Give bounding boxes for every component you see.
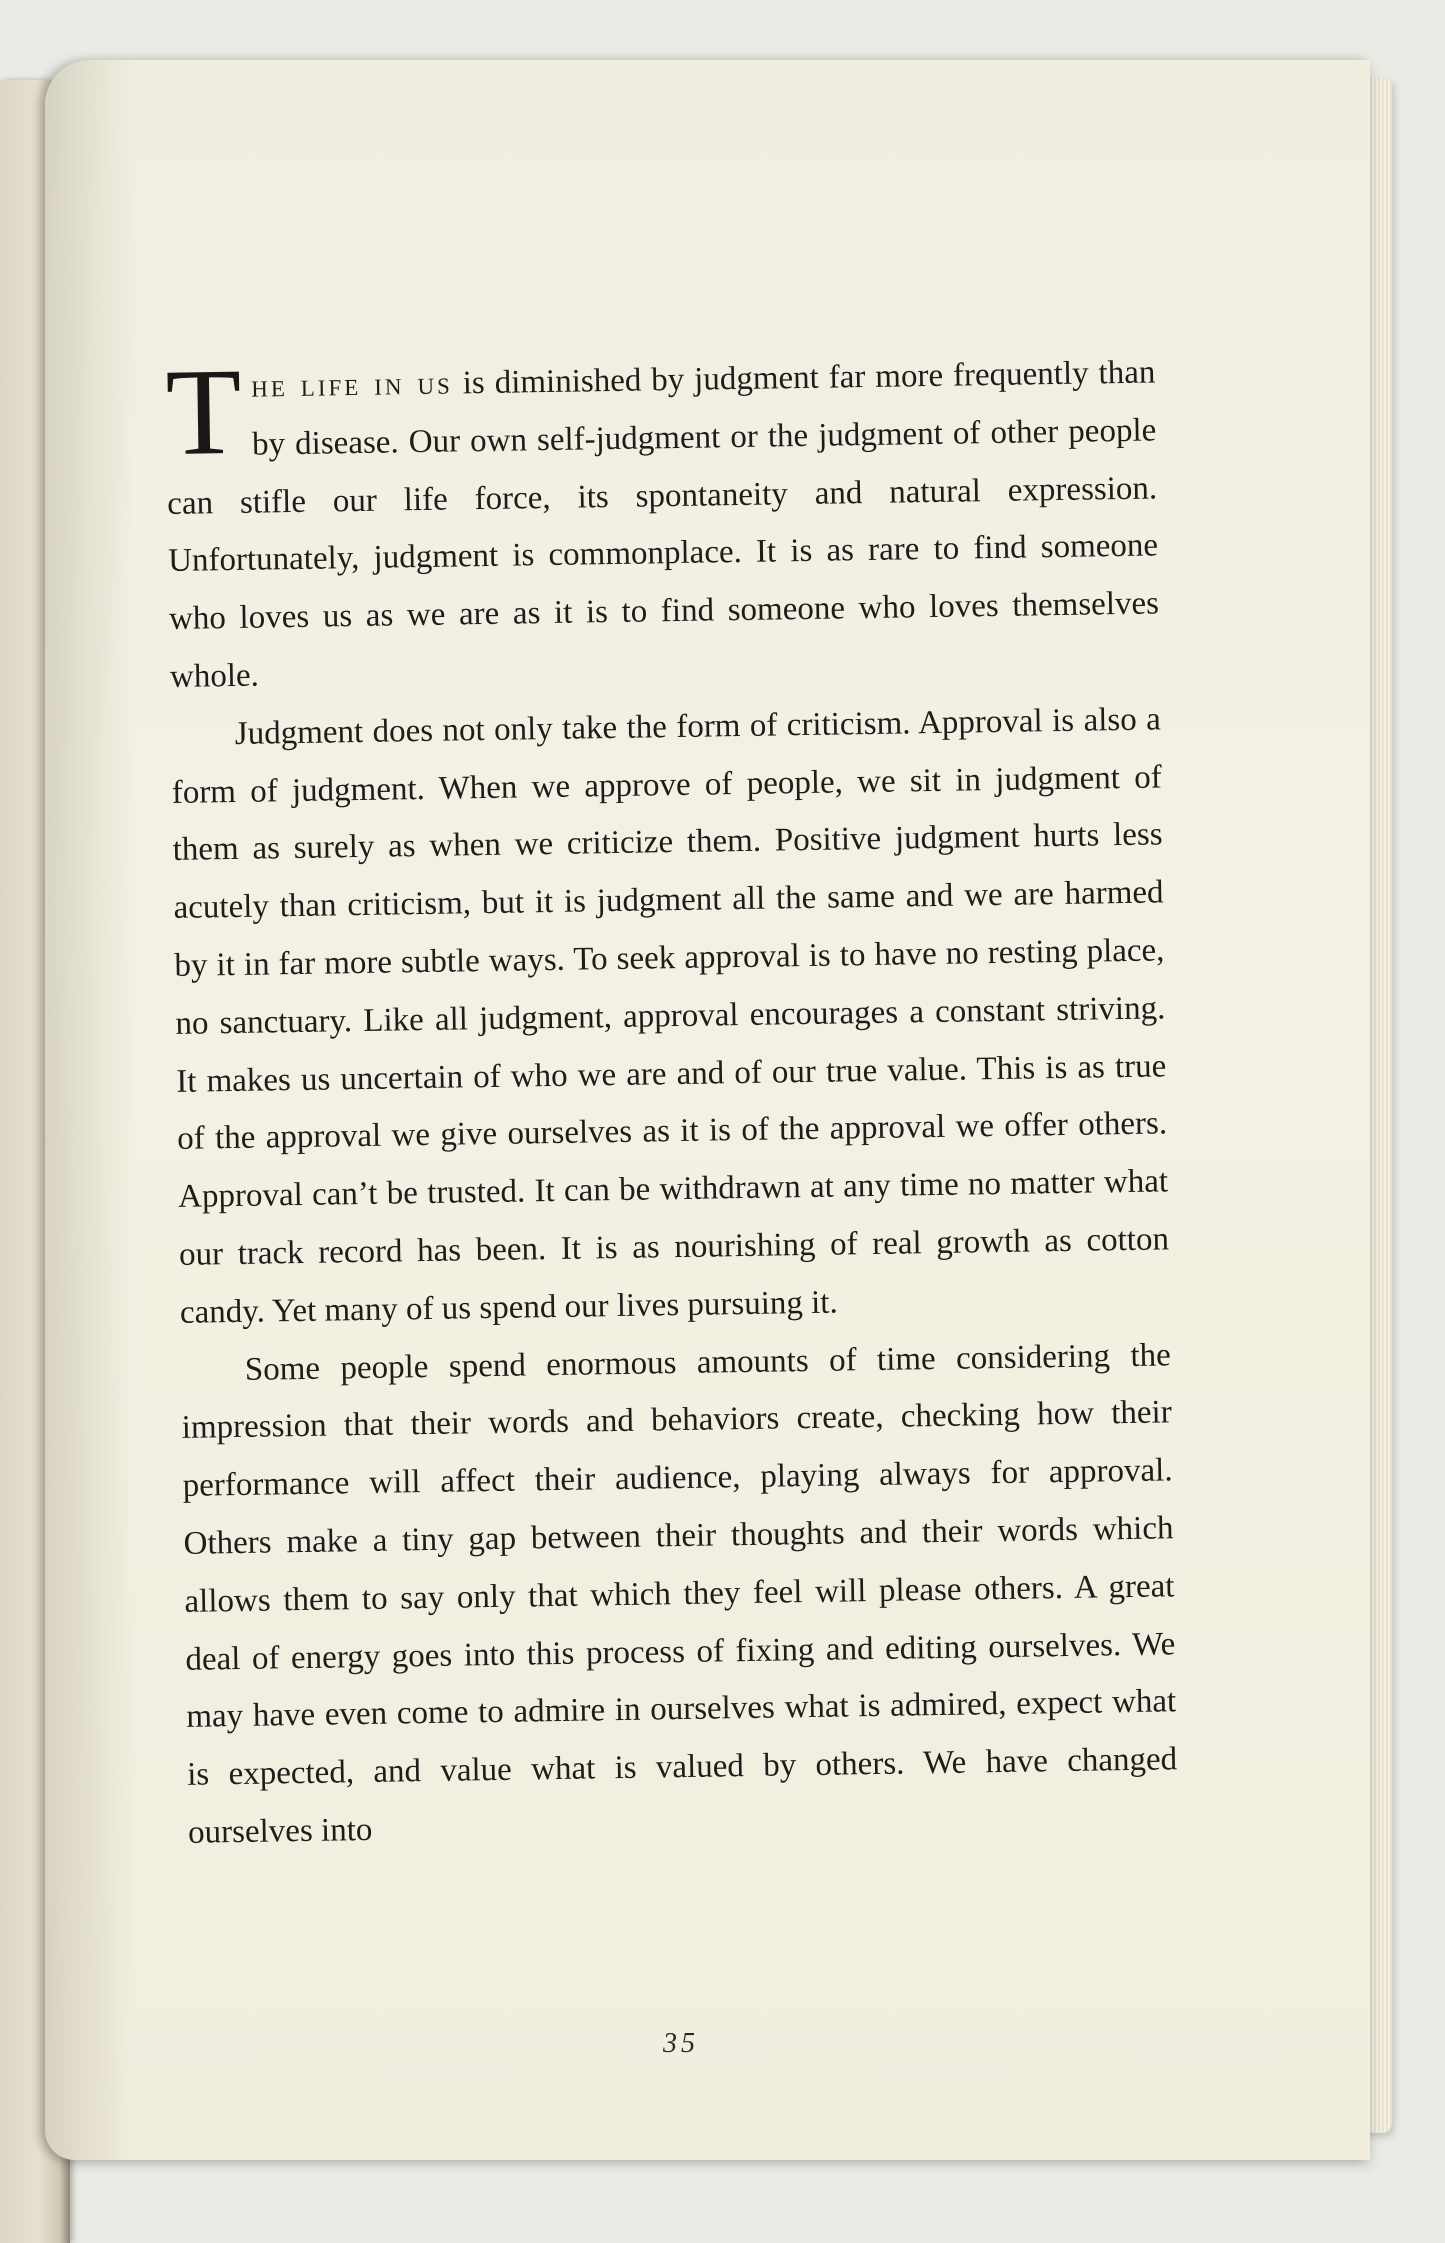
opening-small-caps: he life in us	[250, 365, 454, 405]
paragraph-1-text: is diminished by judgment far more frequently than by disease. Our own self-judgment or the judgment of other people can stifle our life force, its spontaneity and natural expression. Unfortunately, judgment is commonplace. It is as rare to find someone who loves us as we are as it is to find someone who loves themselves whole.	[166, 354, 1160, 695]
book-page	[45, 60, 1370, 2160]
paragraph-1	[165, 344, 1160, 706]
body-text	[165, 344, 1178, 1862]
paragraph-3: Some people spend enormous amounts of time considering the impression that their words and behaviors create, checking how their performance will affect their audience, playing always for approval. Others make a tiny gap between their thoughts and their words which allows them to say only that which they feel will please others. A great deal of energy goes into this process of fixing and editing ourselves. We may have even come to admire in ourselves what is admired, expect what is expected, and value what is valued by others. We have changed ourselves into	[181, 1336, 1178, 1851]
page-number: 35	[663, 2028, 699, 2059]
paragraph-2: Judgment does not only take the form of criticism. Approval is also a form of judgment. When we approve of people, we sit in judgment of them as surely as when we criticize them. Positive judgment hurts less acutely than criticism, but it is judgment all the same and we are harmed by it in far more subtle ways. To seek approval is to have no resting place, no sanctuary. Like all judgment, approval encourages a constant striving. It makes us uncertain of who we are and of our true value. This is as true of the approval we give ourselves as it is of the approval we offer others. Approval can’t be trusted. It can be withdrawn at any time no matter what our track record has been. It is as nourishing of real growth as cotton candy. Yet many of us spend our lives pursuing it.	[171, 701, 1170, 1331]
drop-cap: T	[164, 342, 243, 481]
